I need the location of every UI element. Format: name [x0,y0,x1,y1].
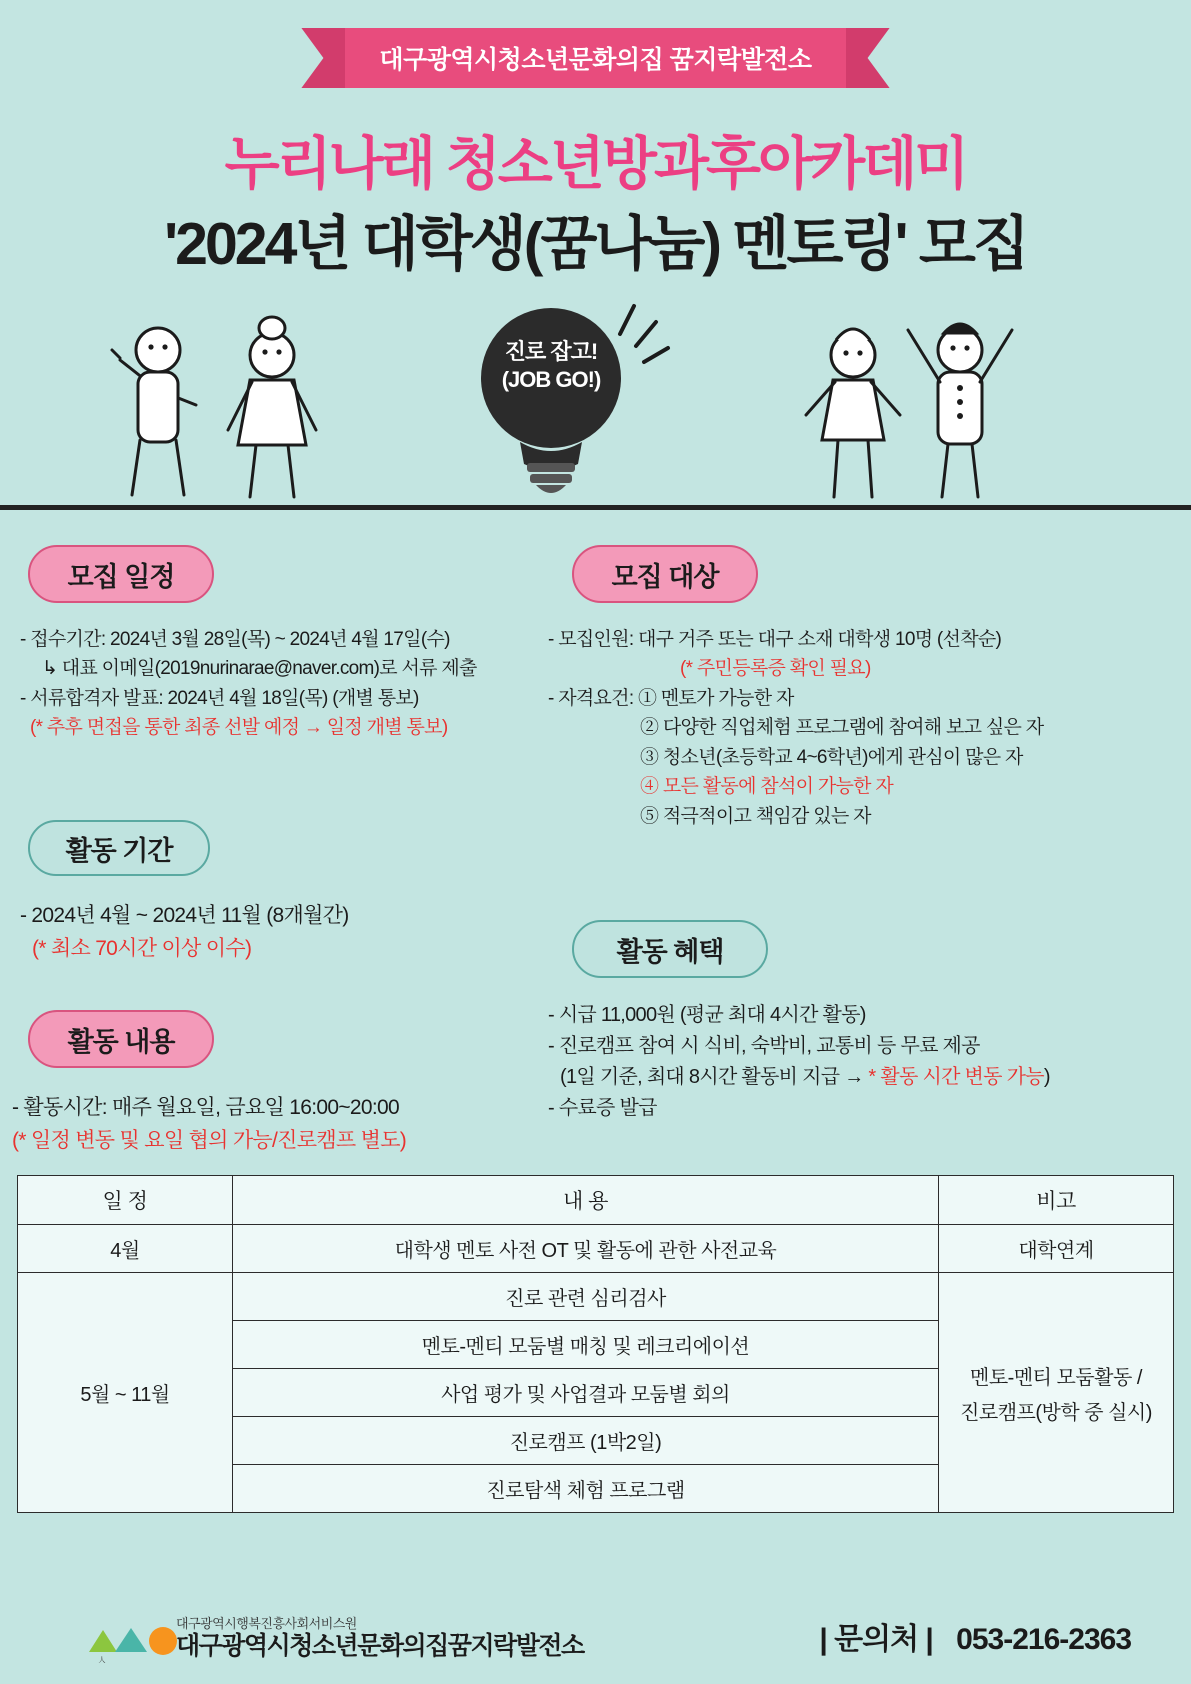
target-line-2: - 자격요건: ① 멘토가 가능한 자 [548,687,794,709]
target-item-1: ③ 청소년(초등학교 4~6학년)에게 관심이 많은 자 [640,746,1023,768]
svg-text:人: 人 [98,1657,106,1664]
table-header-period: 일 정 [18,1176,233,1225]
row-1-content-3: 진로캠프 (1박2일) [233,1417,939,1465]
header-ribbon [0,28,1191,88]
bulb-slogan-line2: (JOB GO!) [501,366,601,392]
row-1-content-0: 진로 관련 심리검사 [233,1273,939,1321]
target-item-2: ④ 모든 활동에 참석이 가능한 자 [640,776,894,798]
contact-label: | 문의처 | [819,1623,933,1656]
benefit-sub-prefix: (1일 기준, 최대 8시간 활동비 지급 → [560,1066,869,1088]
badge-schedule: 모집 일정 [28,545,214,603]
period-line-0: - 2024년 4월 ~ 2024년 11월 (8개월간) [20,904,349,927]
row-1-content-4: 진로탐색 체험 프로그램 [233,1465,939,1513]
table-header-content: 내 용 [233,1176,939,1225]
benefit-subline [548,1062,1188,1093]
ribbon-label: 대구광역시청소년문화의집 꿈지락발전소 [333,28,857,88]
page-title-line2: '2024년 대학생(꿈나눔) 멘토링' 모집 [164,211,1027,277]
content-note: (* 일정 변동 및 요일 협의 가능/진로캠프 별도) [12,1128,407,1152]
footer-org-big: 대구광역시청소년문화의집꿈지락발전소 [176,1632,584,1660]
benefit-last: - 수료증 발급 [548,1097,657,1119]
target-note: (* 주민등록증 확인 필요) [680,658,871,680]
schedule-line-2: - 서류합격자 발표: 2024년 4월 18일(목) (개별 통보) [20,687,419,709]
row-1-note-line1: 멘토-멘티 모둠활동 / [970,1366,1142,1389]
row-1-content-2: 사업 평가 및 사업결과 모둠별 회의 [233,1369,939,1417]
benefit-line-0: - 시급 11,000원 (평균 최대 4시간 활동) [548,1004,866,1026]
benefit-sub-red: * 활동 시간 변동 가능 [868,1066,1044,1088]
footer [0,1594,1191,1684]
row-0-period: 4월 [18,1225,233,1273]
period-text [20,900,540,965]
row-0-note: 대학연계 [939,1225,1174,1273]
badge-period: 활동 기간 [28,820,210,876]
table-header-row [18,1176,1174,1225]
row-1-period: 5월 ~ 11월 [18,1273,233,1513]
people-and-bulb-illustration [0,300,1191,515]
target-item-3: ⑤ 적극적이고 책임감 있는 자 [640,805,871,827]
schedule-line-0: - 접수기간: 2024년 3월 28일(목) ~ 2024년 4월 17일(수) [20,629,450,650]
content-line-0: - 활동시간: 매주 월요일, 금요일 16:00~20:00 [12,1096,399,1119]
schedule-line-1: ↳ 대표 이메일(2019nurinarae@naver.com)로 서류 제출 [42,658,477,680]
benefit-sub-suffix: ) [1043,1066,1050,1088]
period-note: (* 최소 70시간 이상 이수) [32,936,252,960]
benefit-line-1: - 진로캠프 참여 시 식비, 숙박비, 교통비 등 무료 제공 [548,1035,980,1057]
badge-content: 활동 내용 [28,1010,214,1068]
target-text [548,625,1188,831]
lightbulb-icon [481,306,668,493]
content-text [12,1092,572,1157]
table-row [18,1273,1174,1321]
badge-benefit: 활동 혜택 [572,920,768,978]
target-item-0: ② 다양한 직업체험 프로그램에 참여해 보고 싶은 자 [640,717,1044,739]
target-line-1: - 모집인원: 대구 거주 또는 대구 소재 대학생 10명 (선착순) [548,629,1002,650]
benefit-text [548,1000,1188,1124]
row-1-content-1: 멘토-멘티 모둠별 매칭 및 레크리에이션 [233,1321,939,1369]
bulb-slogan [486,338,616,393]
bulb-slogan-line1: 진로 잡고! [504,339,598,364]
row-1-note [939,1273,1174,1513]
badge-target: 모집 대상 [572,545,758,603]
row-0-content: 대학생 멘토 사전 OT 및 활동에 관한 사전교육 [233,1225,939,1273]
row-1-note-line2: 진로캠프(방학 중 실시) [960,1401,1152,1424]
schedule-table [17,1175,1174,1513]
footer-org-small: 대구광역시행복진흥사회서비스원 [176,1616,357,1631]
illustration-band [0,300,1191,510]
schedule-text [20,625,560,743]
schedule-note: (* 추후 면접을 통한 최종 선발 예정 → 일정 개별 통보) [30,717,448,739]
ground-line [0,505,1191,510]
table-row [18,1225,1174,1273]
contact-number: 053-216-2363 [956,1623,1131,1656]
table-header-note: 비고 [939,1176,1174,1225]
footer-contact [819,1614,1131,1658]
page-title-line1: 누리나래 청소년방과후아카데미 [224,132,967,196]
